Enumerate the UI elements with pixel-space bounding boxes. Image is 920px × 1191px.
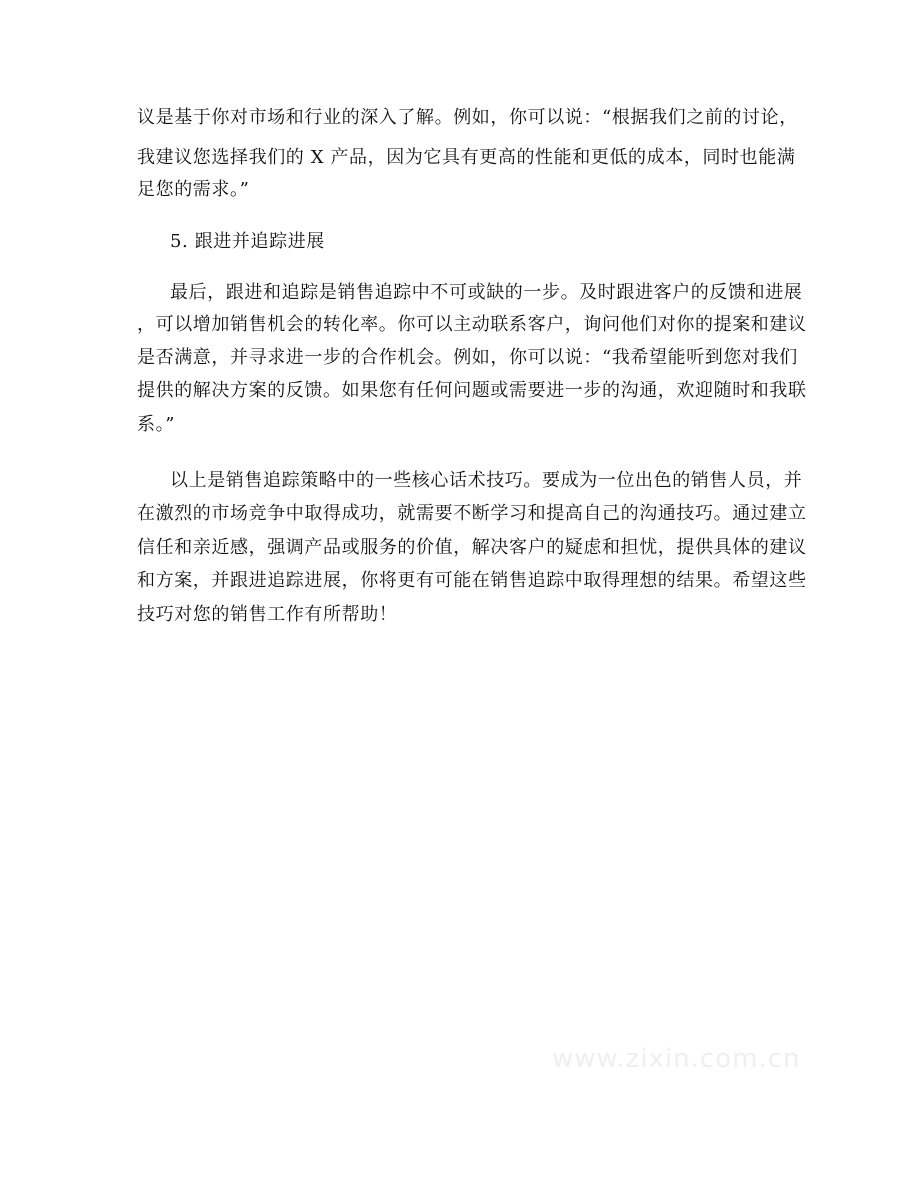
paragraph-line: 和方案，并跟进追踪进展，你将更有可能在销售追踪中取得理想的结果。希望这些: [137, 570, 807, 591]
section-heading: 5. 跟进并追踪进展: [170, 231, 325, 252]
watermark: www.zixin.com.cn: [552, 1044, 801, 1074]
paragraph-line: 足您的需求。”: [137, 179, 250, 200]
paragraph-line: 在激烈的市场竞争中取得成功，就需要不断学习和提高自己的沟通技巧。通过建立: [137, 503, 807, 524]
paragraph-line: 以上是销售追踪策略中的一些核心话术技巧。要成为一位出色的销售人员，并: [170, 470, 803, 491]
paragraph-line: 系。”: [137, 414, 176, 435]
paragraph-line: 信任和亲近感，强调产品或服务的价值，解决客户的疑虑和担忧，提供具体的建议: [137, 537, 807, 558]
paragraph-line: 是否满意，并寻求进一步的合作机会。例如，你可以说：“我希望能听到您对我们: [137, 347, 798, 368]
paragraph-line: 最后，跟进和追踪是销售追踪中不可或缺的一步。及时跟进客户的反馈和进展: [170, 282, 803, 303]
paragraph-line: 技巧对您的销售工作有所帮助！: [137, 604, 398, 625]
paragraph-line: 议是基于你对市场和行业的深入了解。例如，你可以说：“根据我们之前的讨论，: [137, 107, 798, 128]
paragraph-line: 提供的解决方案的反馈。如果您有任何问题或需要进一步的沟通，欢迎随时和我联: [137, 380, 807, 401]
paragraph-line: ，可以增加销售机会的转化率。你可以主动联系客户，询问他们对你的提案和建议: [137, 314, 807, 335]
paragraph-line: 我建议您选择我们的 X 产品，因为它具有更高的性能和更低的成本，同时也能满: [137, 147, 796, 168]
